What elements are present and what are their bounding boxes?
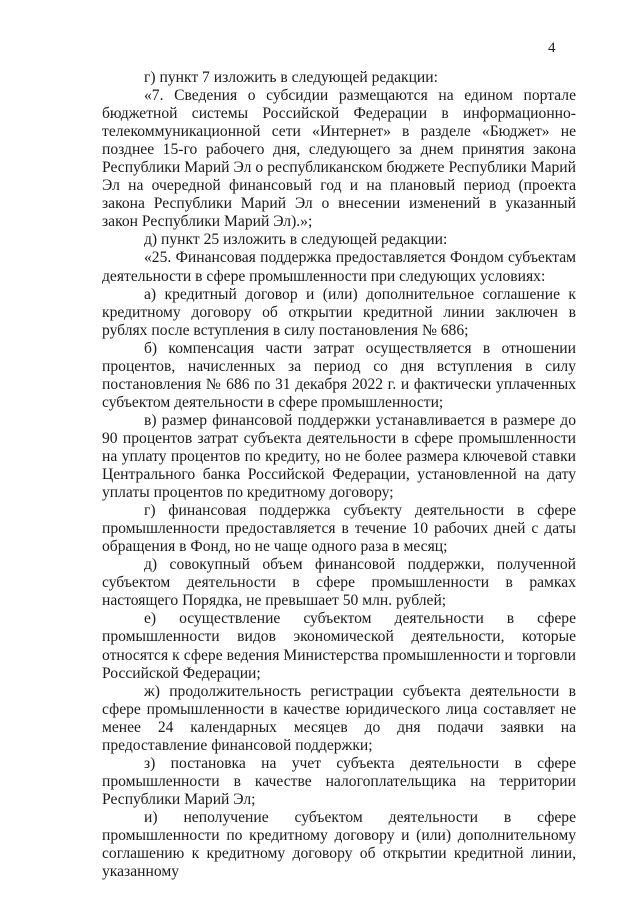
paragraph-item-g-intro: г) пункт 7 изложить в следующей редакции: [144,69,438,86]
paragraph-condition-i: и) неполучение субъектом деятельности в сфере промышленности по кредитному договору и (или) дополнительному соглашению к кредитному договору об открытии кредитной линии, указанному [102,808,576,881]
paragraph-condition-g: г) финансовая поддержка субъекту деятельности в сфере промышленности предоставляется в течение 10 рабочих дней с даты обращения в Фонд, но не чаще одного раза в месяц; [102,502,576,556]
paragraph-condition-e: е) осуществление субъектом деятельности в сфере промышленности видов экономической деятельности, которые относятся к сфере ведения Министерства промышленности и торговли Российской Федерации; [102,610,576,682]
paragraph-condition-zh: ж) продолжительность регистрации субъекта деятельности в сфере промышленности в качестве юридического лица составляет не менее 24 календарных месяцев до дня подачи заявки на предоставление финансовой поддержки; [102,682,576,754]
paragraph-condition-a: а) кредитный договор и (или) дополнительное соглашение к кредитному договору об открытии кредитной линии заключен в рублях после вступления в силу постановления № 686; [102,285,576,339]
paragraph-condition-z: з) постановка на учет субъекта деятельности в сфере промышленности в качестве налогоплательщика на территории Республики Марий Эл; [102,754,576,808]
document-body [102,69,576,881]
paragraph-condition-v: в) размер финансовой поддержки устанавливается в размере до 90 процентов затрат субъекта деятельности в сфере промышленности на уплату процентов по кредиту, но не более размера ключевой ставки Центрального банка Российской Федерации, установленной на дату уплаты процентов по кредитному договору; [102,411,576,502]
paragraph-condition-b: б) компенсация части затрат осуществляется в отношении процентов, начисленных за период со дня вступления в силу постановления № 686 по 31 декабря 2022 г. и фактически уплаченных субъектом деятельности в сфере промышленности; [102,339,576,411]
paragraph-condition-d: д) совокупный объем финансовой поддержки, полученной субъектом деятельности в сфере промышленности в рамках настоящего Порядка, не превышает 50 млн. рублей; [102,556,576,610]
paragraph-clause-7: «7. Сведения о субсидии размещаются на едином портале бюджетной системы Российской Федерации в информационно-телекоммуникационной сети «Интернет» в разделе «Бюджет» не позднее 15-го рабочего дня, следующего за днем принятия закона Республики Марий Эл о республиканском бюджете Республики Марий Эл на очередной финансовый год и на плановый период (проекта закона Республики Марий Эл о внесении изменений в указанный закон Республики Марий Эл).»; [102,87,576,231]
page-number: 4 [548,40,556,56]
paragraph-item-d-intro: д) пункт 25 изложить в следующей редакции: [144,231,448,249]
paragraph-clause-25: «25. Финансовая поддержка предоставляется Фондом субъектам деятельности в сфере промышленности при следующих условиях: [102,249,576,285]
